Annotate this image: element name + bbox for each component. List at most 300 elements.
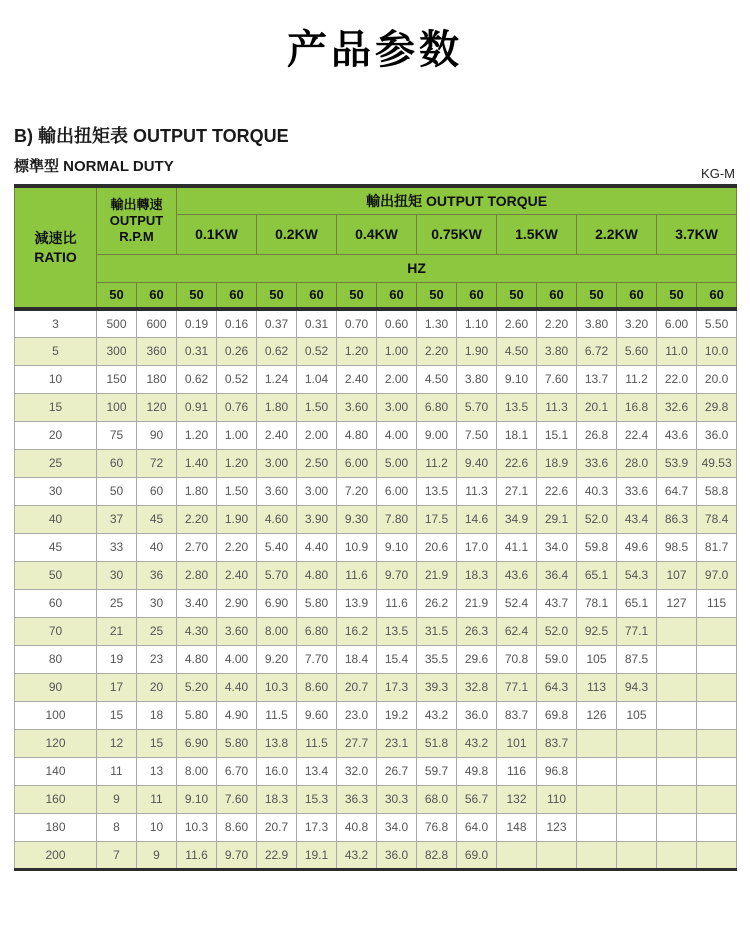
- freq-header-cell: 60: [457, 282, 497, 309]
- output-torque-table: [14, 184, 737, 871]
- torque-value-cell: 77.1: [497, 673, 537, 701]
- torque-value-cell: 8.60: [297, 673, 337, 701]
- torque-value-cell: 4.80: [177, 645, 217, 673]
- torque-value-cell: [617, 757, 657, 785]
- torque-value-cell: 4.00: [217, 645, 257, 673]
- torque-value-cell: 5.80: [177, 701, 217, 729]
- torque-value-cell: 69.0: [457, 841, 497, 869]
- ratio-cell: 200: [15, 841, 97, 869]
- torque-value-cell: 39.3: [417, 673, 457, 701]
- torque-value-cell: 9: [97, 785, 137, 813]
- torque-value-cell: 18.4: [337, 645, 377, 673]
- torque-value-cell: 65.1: [577, 561, 617, 589]
- torque-value-cell: 23: [137, 645, 177, 673]
- torque-value-cell: 15.4: [377, 645, 417, 673]
- ratio-cell: 50: [15, 561, 97, 589]
- torque-value-cell: 77.1: [617, 617, 657, 645]
- hz-group-header: HZ: [97, 254, 737, 282]
- torque-value-cell: [697, 757, 737, 785]
- torque-value-cell: 1.50: [217, 477, 257, 505]
- torque-value-cell: 3.80: [457, 365, 497, 393]
- header-row-torque: [15, 186, 737, 214]
- torque-value-cell: 22.0: [657, 365, 697, 393]
- freq-header-cell: 60: [697, 282, 737, 309]
- torque-value-cell: 68.0: [417, 785, 457, 813]
- rpm-header-zh: 輸出轉速: [110, 196, 163, 212]
- torque-value-cell: 360: [137, 337, 177, 365]
- torque-value-cell: 29.8: [697, 393, 737, 421]
- ratio-header-en: RATIO: [34, 248, 77, 265]
- torque-value-cell: 105: [577, 645, 617, 673]
- torque-value-cell: 17.0: [457, 533, 497, 561]
- torque-value-cell: 2.40: [257, 421, 297, 449]
- torque-value-cell: 22.6: [537, 477, 577, 505]
- torque-value-cell: [657, 841, 697, 869]
- torque-value-cell: 6.72: [577, 337, 617, 365]
- ratio-cell: 40: [15, 505, 97, 533]
- torque-value-cell: 6.70: [217, 757, 257, 785]
- torque-value-cell: 5.50: [697, 309, 737, 337]
- torque-value-cell: 9.20: [257, 645, 297, 673]
- torque-value-cell: [617, 729, 657, 757]
- torque-value-cell: 20.7: [257, 813, 297, 841]
- torque-value-cell: 27.1: [497, 477, 537, 505]
- torque-value-cell: 83.7: [497, 701, 537, 729]
- torque-value-cell: 52.0: [577, 505, 617, 533]
- torque-value-cell: [537, 841, 577, 869]
- ratio-cell: 5: [15, 337, 97, 365]
- torque-value-cell: 49.6: [617, 533, 657, 561]
- ratio-cell: 100: [15, 701, 97, 729]
- torque-value-cell: 32.0: [337, 757, 377, 785]
- torque-value-cell: 7.80: [377, 505, 417, 533]
- torque-value-cell: 87.5: [617, 645, 657, 673]
- torque-value-cell: 17.3: [377, 673, 417, 701]
- torque-value-cell: 2.80: [177, 561, 217, 589]
- table-row: [15, 477, 737, 505]
- torque-value-cell: [697, 617, 737, 645]
- ratio-cell: 140: [15, 757, 97, 785]
- table-row: [15, 309, 737, 337]
- torque-value-cell: [657, 673, 697, 701]
- torque-value-cell: 53.9: [657, 449, 697, 477]
- torque-value-cell: 13.4: [297, 757, 337, 785]
- freq-header-cell: 60: [537, 282, 577, 309]
- torque-value-cell: 34.9: [497, 505, 537, 533]
- torque-value-cell: 9.30: [337, 505, 377, 533]
- torque-value-cell: 11.6: [337, 561, 377, 589]
- torque-value-cell: 11.0: [657, 337, 697, 365]
- torque-value-cell: 36.4: [537, 561, 577, 589]
- torque-value-cell: [697, 729, 737, 757]
- torque-value-cell: 1.40: [177, 449, 217, 477]
- torque-value-cell: 15: [137, 729, 177, 757]
- torque-value-cell: 40.3: [577, 477, 617, 505]
- kw-column-header: 0.4KW: [337, 214, 417, 254]
- torque-value-cell: 33.6: [577, 449, 617, 477]
- torque-value-cell: 18: [137, 701, 177, 729]
- torque-value-cell: 18.3: [457, 561, 497, 589]
- torque-value-cell: 1.04: [297, 365, 337, 393]
- torque-value-cell: 43.6: [497, 561, 537, 589]
- torque-value-cell: 5.20: [177, 673, 217, 701]
- torque-value-cell: [657, 785, 697, 813]
- table-row: [15, 617, 737, 645]
- torque-value-cell: 9.70: [217, 841, 257, 869]
- ratio-cell: 30: [15, 477, 97, 505]
- torque-value-cell: 5.80: [217, 729, 257, 757]
- torque-value-cell: 58.8: [697, 477, 737, 505]
- section-heading: B) 輸出扭矩表 OUTPUT TORQUE: [14, 126, 289, 146]
- torque-value-cell: 4.40: [217, 673, 257, 701]
- torque-value-cell: 1.24: [257, 365, 297, 393]
- torque-value-cell: 11.6: [377, 589, 417, 617]
- torque-value-cell: 90: [137, 421, 177, 449]
- freq-header-cell: 50: [497, 282, 537, 309]
- torque-value-cell: [617, 785, 657, 813]
- torque-value-cell: 1.20: [217, 449, 257, 477]
- ratio-cell: 20: [15, 421, 97, 449]
- torque-value-cell: 9.70: [377, 561, 417, 589]
- torque-value-cell: 14.6: [457, 505, 497, 533]
- torque-value-cell: 41.1: [497, 533, 537, 561]
- torque-value-cell: 97.0: [697, 561, 737, 589]
- torque-value-cell: 500: [97, 309, 137, 337]
- torque-value-cell: 180: [137, 365, 177, 393]
- torque-value-cell: 10: [137, 813, 177, 841]
- torque-value-cell: 60: [137, 477, 177, 505]
- torque-value-cell: 45: [137, 505, 177, 533]
- torque-value-cell: 4.00: [377, 421, 417, 449]
- torque-value-cell: 3.00: [297, 477, 337, 505]
- torque-value-cell: 72: [137, 449, 177, 477]
- torque-value-cell: 600: [137, 309, 177, 337]
- torque-value-cell: 2.00: [297, 421, 337, 449]
- freq-header-cell: 60: [217, 282, 257, 309]
- torque-value-cell: 1.00: [217, 421, 257, 449]
- torque-value-cell: 7.20: [337, 477, 377, 505]
- torque-value-cell: 4.80: [297, 561, 337, 589]
- torque-value-cell: 50: [97, 477, 137, 505]
- torque-value-cell: 3.00: [257, 449, 297, 477]
- torque-value-cell: 5.70: [257, 561, 297, 589]
- torque-value-cell: 7.70: [297, 645, 337, 673]
- torque-value-cell: 0.91: [177, 393, 217, 421]
- torque-value-cell: 20.7: [337, 673, 377, 701]
- torque-value-cell: 1.50: [297, 393, 337, 421]
- torque-value-cell: 15.3: [297, 785, 337, 813]
- rpm-header-en2: R.P.M: [119, 228, 154, 244]
- table-row: [15, 533, 737, 561]
- torque-value-cell: 34.0: [537, 533, 577, 561]
- torque-value-cell: 94.3: [617, 673, 657, 701]
- torque-value-cell: 11.5: [257, 701, 297, 729]
- torque-value-cell: 29.1: [537, 505, 577, 533]
- torque-value-cell: [697, 701, 737, 729]
- torque-value-cell: 0.37: [257, 309, 297, 337]
- torque-value-cell: 26.7: [377, 757, 417, 785]
- torque-value-cell: 2.20: [177, 505, 217, 533]
- ratio-cell: 90: [15, 673, 97, 701]
- ratio-cell: 15: [15, 393, 97, 421]
- torque-value-cell: 16.2: [337, 617, 377, 645]
- torque-value-cell: [577, 813, 617, 841]
- ratio-cell: 160: [15, 785, 97, 813]
- torque-value-cell: 43.2: [417, 701, 457, 729]
- torque-value-cell: 7.60: [537, 365, 577, 393]
- torque-value-cell: 1.90: [217, 505, 257, 533]
- torque-value-cell: 4.30: [177, 617, 217, 645]
- torque-value-cell: 2.20: [217, 533, 257, 561]
- table-row: [15, 589, 737, 617]
- torque-value-cell: 2.90: [217, 589, 257, 617]
- torque-value-cell: 43.6: [657, 421, 697, 449]
- torque-value-cell: 3.00: [377, 393, 417, 421]
- kw-column-header: 0.75KW: [417, 214, 497, 254]
- rpm-column-header: [97, 186, 177, 254]
- torque-value-cell: 8.60: [217, 813, 257, 841]
- torque-value-cell: 92.5: [577, 617, 617, 645]
- torque-value-cell: 2.70: [177, 533, 217, 561]
- torque-value-cell: 10.3: [257, 673, 297, 701]
- torque-value-cell: 132: [497, 785, 537, 813]
- torque-value-cell: 19: [97, 645, 137, 673]
- table-row: [15, 421, 737, 449]
- torque-value-cell: [657, 645, 697, 673]
- torque-value-cell: 9.60: [297, 701, 337, 729]
- torque-value-cell: 19.2: [377, 701, 417, 729]
- freq-header-cell: 60: [617, 282, 657, 309]
- torque-value-cell: 21.9: [457, 589, 497, 617]
- torque-value-cell: 3.80: [537, 337, 577, 365]
- torque-value-cell: 13.8: [257, 729, 297, 757]
- torque-value-cell: 8.00: [257, 617, 297, 645]
- torque-value-cell: 18.9: [537, 449, 577, 477]
- ratio-cell: 120: [15, 729, 97, 757]
- torque-value-cell: 12: [97, 729, 137, 757]
- torque-value-cell: 150: [97, 365, 137, 393]
- torque-value-cell: [497, 841, 537, 869]
- torque-value-cell: 120: [137, 393, 177, 421]
- header-row-hz: [15, 254, 737, 282]
- torque-value-cell: 1.20: [337, 337, 377, 365]
- torque-value-cell: 0.76: [217, 393, 257, 421]
- torque-value-cell: 4.50: [417, 365, 457, 393]
- table-row: [15, 813, 737, 841]
- torque-value-cell: 5.60: [617, 337, 657, 365]
- torque-value-cell: 13: [137, 757, 177, 785]
- torque-value-cell: [697, 813, 737, 841]
- torque-value-cell: 27.7: [337, 729, 377, 757]
- kw-column-header: 3.7KW: [657, 214, 737, 254]
- torque-value-cell: 43.7: [537, 589, 577, 617]
- freq-header-cell: 50: [177, 282, 217, 309]
- torque-value-cell: 0.31: [297, 309, 337, 337]
- ratio-cell: 70: [15, 617, 97, 645]
- output-torque-group-header: 輸出扭矩 OUTPUT TORQUE: [177, 186, 737, 214]
- torque-value-cell: [657, 729, 697, 757]
- table-row: [15, 841, 737, 869]
- kw-column-header: 0.2KW: [257, 214, 337, 254]
- torque-value-cell: 6.90: [257, 589, 297, 617]
- torque-value-cell: 1.10: [457, 309, 497, 337]
- torque-value-cell: 5.40: [257, 533, 297, 561]
- torque-value-cell: 5.00: [377, 449, 417, 477]
- torque-value-cell: 18.1: [497, 421, 537, 449]
- page-title: 产品参数: [287, 28, 463, 72]
- torque-value-cell: 64.7: [657, 477, 697, 505]
- table-row: [15, 785, 737, 813]
- torque-value-cell: 115: [697, 589, 737, 617]
- torque-value-cell: 36.0: [377, 841, 417, 869]
- torque-value-cell: 9.10: [177, 785, 217, 813]
- torque-value-cell: 9.40: [457, 449, 497, 477]
- table-row: [15, 645, 737, 673]
- torque-value-cell: [577, 841, 617, 869]
- torque-value-cell: 100: [97, 393, 137, 421]
- torque-value-cell: 49.53: [697, 449, 737, 477]
- torque-value-cell: 1.80: [257, 393, 297, 421]
- torque-value-cell: 13.9: [337, 589, 377, 617]
- torque-value-cell: 37: [97, 505, 137, 533]
- torque-value-cell: 23.1: [377, 729, 417, 757]
- torque-value-cell: [697, 841, 737, 869]
- torque-value-cell: 6.80: [297, 617, 337, 645]
- torque-value-cell: 101: [497, 729, 537, 757]
- ratio-cell: 60: [15, 589, 97, 617]
- ratio-cell: 10: [15, 365, 97, 393]
- ratio-cell: 80: [15, 645, 97, 673]
- torque-value-cell: 19.1: [297, 841, 337, 869]
- torque-value-cell: 1.90: [457, 337, 497, 365]
- torque-value-cell: 83.7: [537, 729, 577, 757]
- ratio-cell: 180: [15, 813, 97, 841]
- torque-value-cell: 54.3: [617, 561, 657, 589]
- torque-value-cell: 4.90: [217, 701, 257, 729]
- table-row: [15, 449, 737, 477]
- torque-value-cell: 0.62: [177, 365, 217, 393]
- torque-value-cell: 51.8: [417, 729, 457, 757]
- torque-value-cell: 86.3: [657, 505, 697, 533]
- torque-value-cell: 15.1: [537, 421, 577, 449]
- torque-value-cell: 59.0: [537, 645, 577, 673]
- torque-value-cell: 16.0: [257, 757, 297, 785]
- table-row: [15, 673, 737, 701]
- ratio-cell: 25: [15, 449, 97, 477]
- torque-value-cell: 9.10: [377, 533, 417, 561]
- torque-value-cell: [617, 813, 657, 841]
- torque-value-cell: 64.0: [457, 813, 497, 841]
- torque-value-cell: 69.8: [537, 701, 577, 729]
- torque-value-cell: 3.40: [177, 589, 217, 617]
- torque-value-cell: 1.20: [177, 421, 217, 449]
- torque-value-cell: 43.4: [617, 505, 657, 533]
- torque-value-cell: 65.1: [617, 589, 657, 617]
- torque-value-cell: 0.26: [217, 337, 257, 365]
- torque-value-cell: 7.50: [457, 421, 497, 449]
- torque-value-cell: 0.16: [217, 309, 257, 337]
- torque-value-cell: 17.5: [417, 505, 457, 533]
- torque-value-cell: [697, 673, 737, 701]
- torque-value-cell: 10.9: [337, 533, 377, 561]
- torque-value-cell: 2.20: [537, 309, 577, 337]
- torque-value-cell: 11.5: [297, 729, 337, 757]
- product-parameters-page: [0, 24, 750, 871]
- torque-value-cell: 2.20: [417, 337, 457, 365]
- torque-value-cell: 105: [617, 701, 657, 729]
- torque-value-cell: 17: [97, 673, 137, 701]
- rpm-header-en1: OUTPUT: [109, 212, 164, 228]
- torque-value-cell: 30: [137, 589, 177, 617]
- torque-value-cell: 1.30: [417, 309, 457, 337]
- torque-value-cell: 9: [137, 841, 177, 869]
- torque-value-cell: 0.31: [177, 337, 217, 365]
- kw-column-header: 2.2KW: [577, 214, 657, 254]
- torque-value-cell: 127: [657, 589, 697, 617]
- torque-value-cell: 4.40: [297, 533, 337, 561]
- torque-value-cell: 98.5: [657, 533, 697, 561]
- torque-value-cell: 60: [97, 449, 137, 477]
- torque-value-cell: 21.9: [417, 561, 457, 589]
- torque-value-cell: 11.6: [177, 841, 217, 869]
- torque-value-cell: 0.70: [337, 309, 377, 337]
- torque-value-cell: [577, 729, 617, 757]
- torque-value-cell: 26.2: [417, 589, 457, 617]
- torque-value-cell: 32.8: [457, 673, 497, 701]
- torque-value-cell: 96.8: [537, 757, 577, 785]
- torque-value-cell: [697, 785, 737, 813]
- torque-value-cell: 0.52: [217, 365, 257, 393]
- freq-header-cell: 50: [257, 282, 297, 309]
- ratio-cell: 3: [15, 309, 97, 337]
- torque-value-cell: 70.8: [497, 645, 537, 673]
- torque-value-cell: [617, 841, 657, 869]
- torque-value-cell: 11.3: [457, 477, 497, 505]
- torque-value-cell: 13.5: [417, 477, 457, 505]
- kw-column-header: 1.5KW: [497, 214, 577, 254]
- torque-value-cell: 20.6: [417, 533, 457, 561]
- torque-value-cell: 82.8: [417, 841, 457, 869]
- torque-value-cell: 107: [657, 561, 697, 589]
- torque-value-cell: 22.4: [617, 421, 657, 449]
- torque-value-cell: 35.5: [417, 645, 457, 673]
- torque-value-cell: 13.5: [377, 617, 417, 645]
- table-row: [15, 561, 737, 589]
- torque-value-cell: 0.62: [257, 337, 297, 365]
- freq-header-cell: 50: [417, 282, 457, 309]
- torque-value-cell: 0.19: [177, 309, 217, 337]
- torque-value-cell: 10.0: [697, 337, 737, 365]
- torque-value-cell: 34.0: [377, 813, 417, 841]
- torque-value-cell: 300: [97, 337, 137, 365]
- torque-value-cell: 40.8: [337, 813, 377, 841]
- freq-header-cell: 60: [297, 282, 337, 309]
- torque-value-cell: 5.70: [457, 393, 497, 421]
- torque-value-cell: 2.60: [497, 309, 537, 337]
- header-row-frequency: [15, 282, 737, 309]
- torque-value-cell: 2.50: [297, 449, 337, 477]
- torque-value-cell: 20: [137, 673, 177, 701]
- torque-value-cell: 56.7: [457, 785, 497, 813]
- torque-value-cell: 10.3: [177, 813, 217, 841]
- torque-value-cell: 21: [97, 617, 137, 645]
- torque-value-cell: 28.0: [617, 449, 657, 477]
- torque-value-cell: [657, 617, 697, 645]
- torque-value-cell: 40: [137, 533, 177, 561]
- torque-value-cell: 30.3: [377, 785, 417, 813]
- torque-value-cell: 110: [537, 785, 577, 813]
- torque-value-cell: [657, 813, 697, 841]
